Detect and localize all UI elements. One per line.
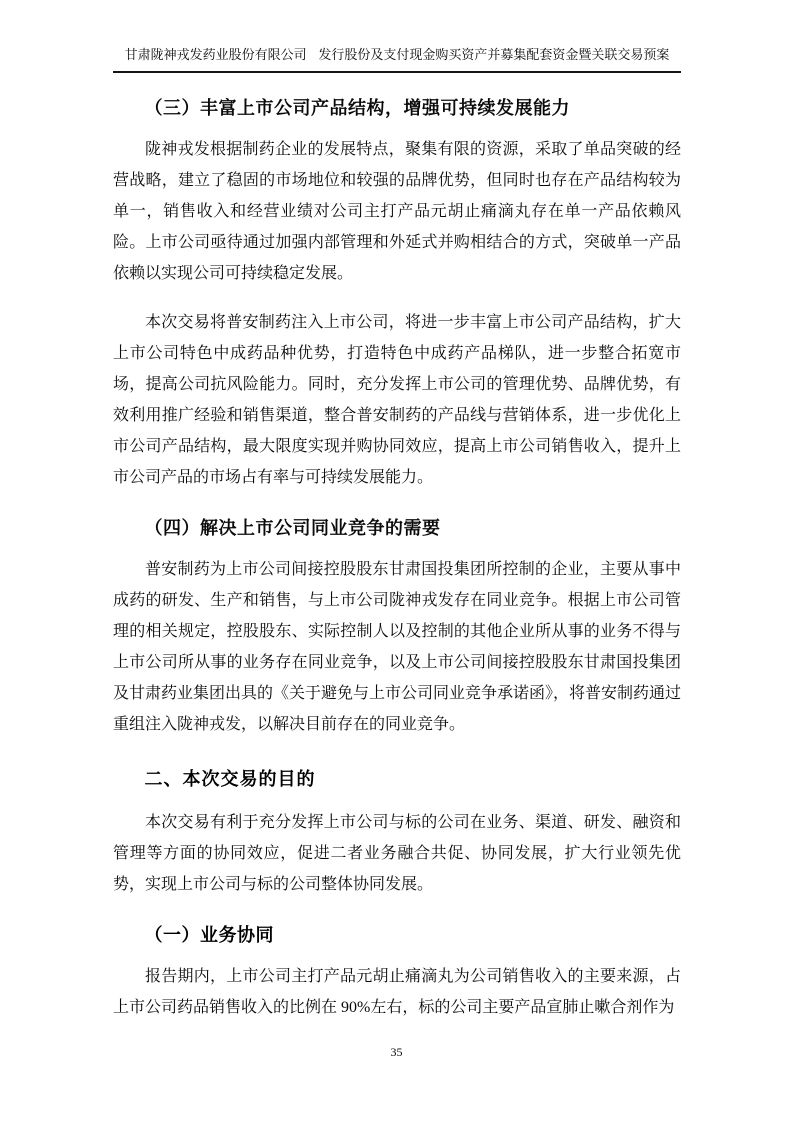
paragraph-part2-1: 本次交易有利于充分发挥上市公司与标的公司在业务、渠道、研发、融资和管理等方面的协同效应，促进二者业务融合共促、协同发展，扩大行业领先优势，实现上市公司与标的公司整体协同发展。 [113,814,681,893]
heading-section-4: （四）解决上市公司同业竞争的需要 [144,518,441,538]
header-company-name: 甘肃陇神戎发药业股份有限公司 [124,47,307,62]
document-body [113,93,681,1023]
heading-section-3: （三）丰富上市公司产品结构，增强可持续发展能力 [144,98,570,118]
heading-subsection-1: （一）业务协同 [144,925,274,945]
paragraph-section3-1: 陇神戎发根据制药企业的发展特点，聚集有限的资源，采取了单品突破的经营战略，建立了稳固的市场地位和较强的品牌优势，但同时也存在产品结构较为单一，销售收入和经营业绩对公司主打产品元胡止痛滴丸存在单一产品依赖风险。上市公司亟待通过加强内部管理和外延式并购相结合的方式，突破单一产品依赖以实现公司可持续稳定发展。 [113,141,681,282]
header-document-title: 发行股份及支付现金购买资产并募集配套资金暨关联交易预案 [318,47,670,62]
heading-part-2: 二、本次交易的目的 [144,769,316,789]
paragraph-section3-2: 本次交易将普安制药注入上市公司，将进一步丰富上市公司产品结构，扩大上市公司特色中成药品种优势，打造特色中成药产品梯队，进一步整合拓宽市场，提高公司抗风险能力。同时，充分发挥上市公司的管理优势、品牌优势，有效利用推广经验和销售渠道，整合普安制药的产品线与营销体系，进一步优化上市公司产品结构，最大限度实现并购协同效应，提高上市公司销售收入，提升上市公司产品的市场占有率与可持续发展能力。 [113,314,681,486]
paragraph-subsection1-1: 报告期内，上市公司主打产品元胡止痛滴丸为公司销售收入的主要来源，占上市公司药品销售收入的比例在 90%左右，标的公司主要产品宣肺止嗽合剂作为 [113,968,681,1016]
page-number: 35 [390,1045,403,1059]
page-header [113,0,681,73]
paragraph-section4-1: 普安制药为上市公司间接控股股东甘肃国投集团所控制的企业，主要从事中成药的研发、生产和销售，与上市公司陇神戎发存在同业竞争。根据上市公司管理的相关规定，控股股东、实际控制人以及控制的其他企业所从事的业务不得与上市公司所从事的业务存在同业竞争，以及上市公司间接控股股东甘肃国投集团及甘肃药业集团出具的《关于避免与上市公司同业竞争承诺函》，将普安制药通过重组注入陇神戎发，以解决目前存在的同业竞争。 [113,561,682,733]
